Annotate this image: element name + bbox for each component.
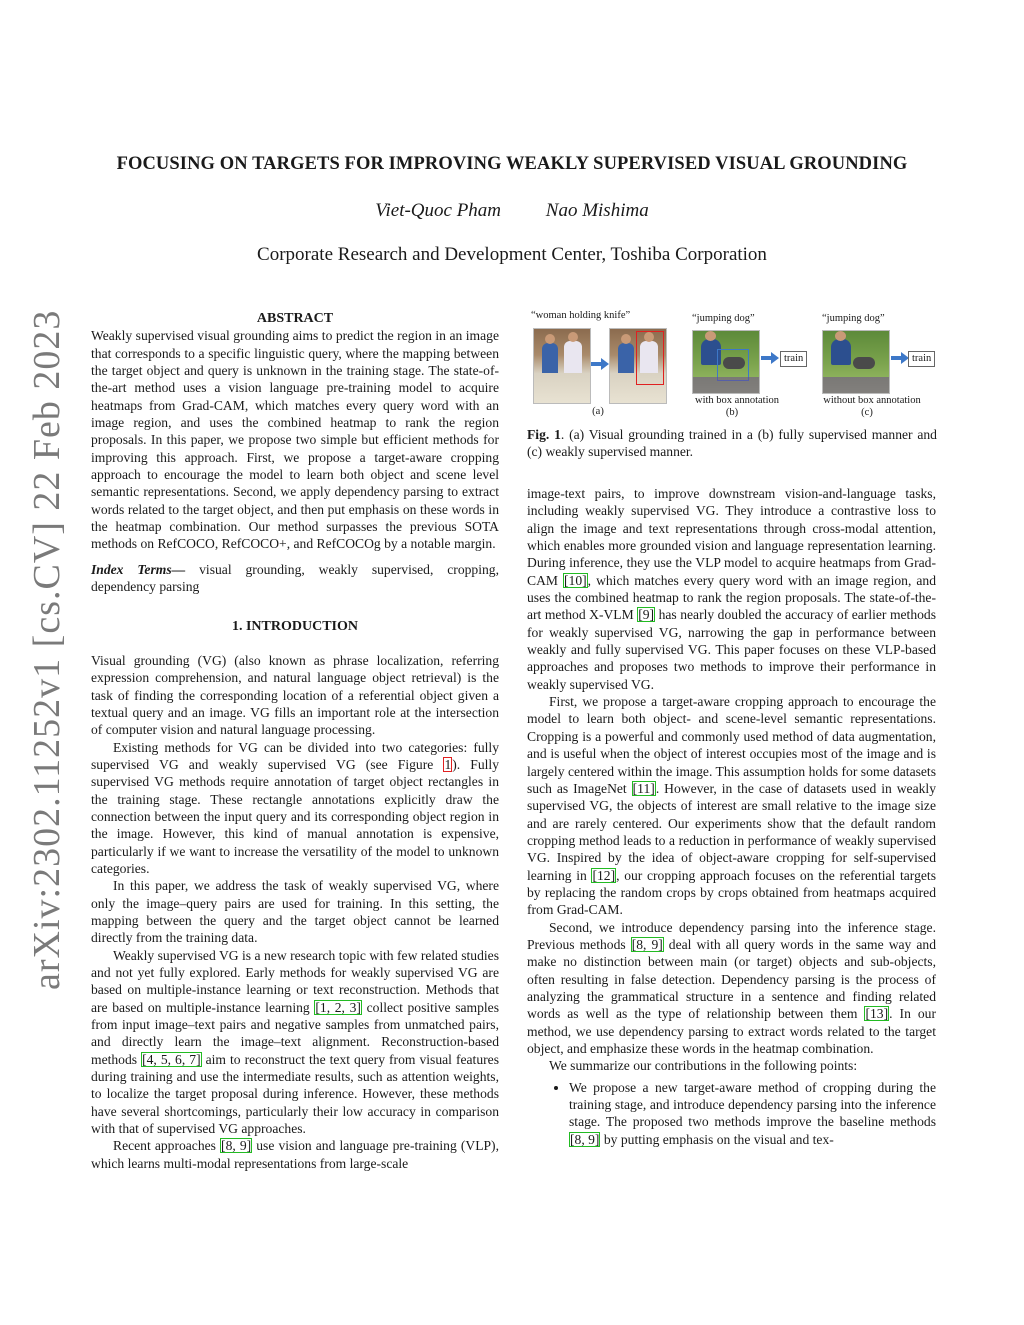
figure-1 xyxy=(527,308,943,420)
citation-link[interactable]: [8, 9] xyxy=(631,936,663,952)
photo-jumping-dog-plain xyxy=(822,330,890,394)
arrow-right-icon xyxy=(761,352,779,364)
citation-link[interactable]: [13] xyxy=(865,1006,889,1022)
body-paragraph: image-text pairs, to improve downstream vision-and-language tasks, including weakly supervised VG. They introduce a contrastive loss to align the image and text representations through cross-modal attention, which enables more grounded vision and language representation learning. During inference, they use the VLP model to acquire heatmaps from Grad-CAM [10], which matches every query word with an image region, and uses the combined heatmap to rank the region proposals. The state-of-the-art method X-VLM [9] has nearly doubled the accuracy of earlier methods for weakly supervised VG, narrowing the gap in performance between weakly and fully supervised VG. This paper focuses on these VLP-based approaches and proposes two methods to improve their performance in weakly supervised VG. xyxy=(527,486,937,692)
intro-paragraph: Recent approaches [8, 9] use vision and language pre-training (VLP), which learns multi-modal representations from large-scale xyxy=(91,1138,499,1171)
photo-woman-knife-annotated xyxy=(609,328,667,404)
index-terms xyxy=(91,561,499,596)
citation-link[interactable]: [10] xyxy=(564,572,587,588)
citation-link[interactable]: [12] xyxy=(592,867,616,883)
right-column xyxy=(527,485,936,1148)
abstract-heading: ABSTRACT xyxy=(256,311,334,326)
arrow-right-icon xyxy=(891,352,909,364)
intro-paragraph: In this paper, we address the task of weakly supervised VG, where only the image–query pairs are used for training. In this setting, the mapping between the query and the target object cannot be learned directly from the training data. xyxy=(91,878,499,946)
figure-query-a: “woman holding knife” xyxy=(531,310,631,321)
paper-title: FOCUSING ON TARGETS FOR IMPROVING WEAKLY SUPERVISED VISUAL GROUNDING xyxy=(116,154,908,174)
train-label-c: train xyxy=(908,351,935,367)
body-paragraph: We summarize our contributions in the following points: xyxy=(549,1058,858,1074)
figure-label-c: (c) xyxy=(861,407,873,418)
citation-link[interactable]: [4, 5, 6, 7] xyxy=(142,1051,201,1067)
arxiv-identifier: arXiv:2302.11252v1 [cs.CV] 22 Feb 2023 xyxy=(26,309,68,991)
left-column xyxy=(91,310,499,1172)
affiliation: Corporate Research and Development Center, Toshiba Corporation xyxy=(257,244,767,265)
train-label-b: train xyxy=(780,351,807,367)
figure-label-a: (a) xyxy=(592,406,604,417)
index-terms-label: Index Terms— xyxy=(91,561,186,577)
author-name: Viet-Quoc Pham xyxy=(375,200,502,221)
figure-link[interactable]: 1 xyxy=(444,756,452,772)
citation-link[interactable]: [11] xyxy=(632,780,655,796)
citation-link[interactable]: [8, 9] xyxy=(570,1131,600,1147)
bounding-box xyxy=(636,331,664,385)
figure-note-b: with box annotation xyxy=(695,395,779,406)
intro-heading: 1. INTRODUCTION xyxy=(231,618,358,634)
figure-label-b: (b) xyxy=(725,407,739,418)
figure-query-b: “jumping dog” xyxy=(692,313,755,324)
contribution-list xyxy=(527,1079,936,1148)
intro-paragraph: Visual grounding (VG) (also known as phrase localization, referring expression comprehension, and natural language object retrieval) is the task of finding the corresponding location of a referential object given a textual query and an image. VG fills an important role at the intersection of computer vision and natural language processing. xyxy=(91,652,499,738)
figure-note-c: without box annotation xyxy=(823,395,921,406)
intro-paragraph: Existing methods for VG can be divided into two categories: fully supervised VG and weakly supervised VG (see Figure 1). Fully supervised VG methods require annotation of target object rectangles in the training stage. These rectangle annotations explicitly draw the connection between the input query and its corresponding object region in the image. However, this kind of manual annotation is expensive, particularly if we want to increase the versatility of the model to unknown categories. xyxy=(91,739,500,876)
citation-link[interactable]: [1, 2, 3] xyxy=(315,999,361,1015)
figure-caption xyxy=(527,426,937,461)
figure-caption-label: Fig. 1 xyxy=(527,427,561,442)
body-paragraph: First, we propose a target-aware cropping approach to encourage the model to learn both object- and scene-level semantic representations. Cropping is a powerful and commonly used method of data augmentation, and is useful when the object of interest occupies most of the image and is largely centered within the image. This assumption holds for some datasets such as ImageNet [11]. However, in the case of datasets used in weakly supervised VG, the objects of interest are small relative to the image size and are rarely centered. Our experiments show that the default random cropping method leads to a reduction in performance of weakly supervised VG. Inspired by the idea of object-aware cropping for self-supervised learning in [12], our cropping approach focuses on the referential targets by replacing the random crops by crops obtained from heatmaps acquired from Grad-CAM. xyxy=(527,694,936,918)
citation-link[interactable]: [9] xyxy=(638,607,655,623)
body-paragraph: Second, we introduce dependency parsing into the inference stage. Previous methods [8, 9] deal with all query words in the same way and make no distinction between main (or target) objects and sub-objects, often resulting in false detection. Dependency parsing is the process of analyzing the grammatical structure in a sentence and finding related words as well as the type of relationship between them [13]. In our method, we use dependency parsing to extract words related to the target object, and emphasize these words in the heatmap combination. xyxy=(527,919,937,1056)
figure-query-c: “jumping dog” xyxy=(822,313,885,324)
intro-paragraph: Weakly supervised VG is a new research topic with few related studies and not yet fully explored. Early methods for weakly supervised VG are based on multiple-instance learning or text reconstruction. Methods that are based on multiple-instance learning [1, 2, 3] collect positive samples from input image–text pairs and negative samples from unmatched pairs, and directly learn the image–text alignment. Reconstruction-based methods [4, 5, 6, 7] aim to reconstruct the text query from visual features during training and use the intermediate results, such as attention weights, to localize the target proposal during inference. However, these methods have several shortcomings, particularly their low accuracy in comparison with that of supervised VG approaches. xyxy=(91,947,500,1137)
list-item: • We propose a new target-aware method of cropping during the training stage, and introduce dependency parsing into the inference stage. The proposed two methods improve the baseline methods [8, 9] by putting emphasis on the visual and tex- xyxy=(569,1079,936,1148)
arrow-right-icon xyxy=(591,358,609,370)
citation-link[interactable]: [8, 9] xyxy=(221,1138,252,1154)
author-name: Nao Mishima xyxy=(545,200,649,221)
photo-jumping-dog xyxy=(692,330,760,394)
author-list xyxy=(80,200,944,222)
index-terms-text: visual grounding, weakly supervised, cropping, dependency parsing xyxy=(91,561,499,595)
abstract-text: Weakly supervised visual grounding aims to predict the region in an image that corresponds to a specific linguistic query, where the mapping between the target object and query is unknown in the training stage. The state-of-the-art method uses a vision language pre-training model to acquire heatmaps from Grad-CAM, which matches every query word with an image region, and uses the combined heatmap to rank the region proposals. In this paper, we propose two simple but efficient methods for improving this approach. First, we propose a target-aware cropping approach to encourage the model to learn both object and scene level semantic representations. Second, we apply dependency parsing to extract words related to the target object, and then put emphasis on these words in the heatmap combination. Our method surpasses the previous SOTA methods on RefCOCO, RefCOCO+, and RefCOCOg by a notable margin. xyxy=(91,328,499,552)
photo-woman-knife xyxy=(533,328,591,404)
figure-caption-text: . (a) Visual grounding trained in a (b) fully supervised manner and (c) weakly supervised manner. xyxy=(527,427,937,460)
